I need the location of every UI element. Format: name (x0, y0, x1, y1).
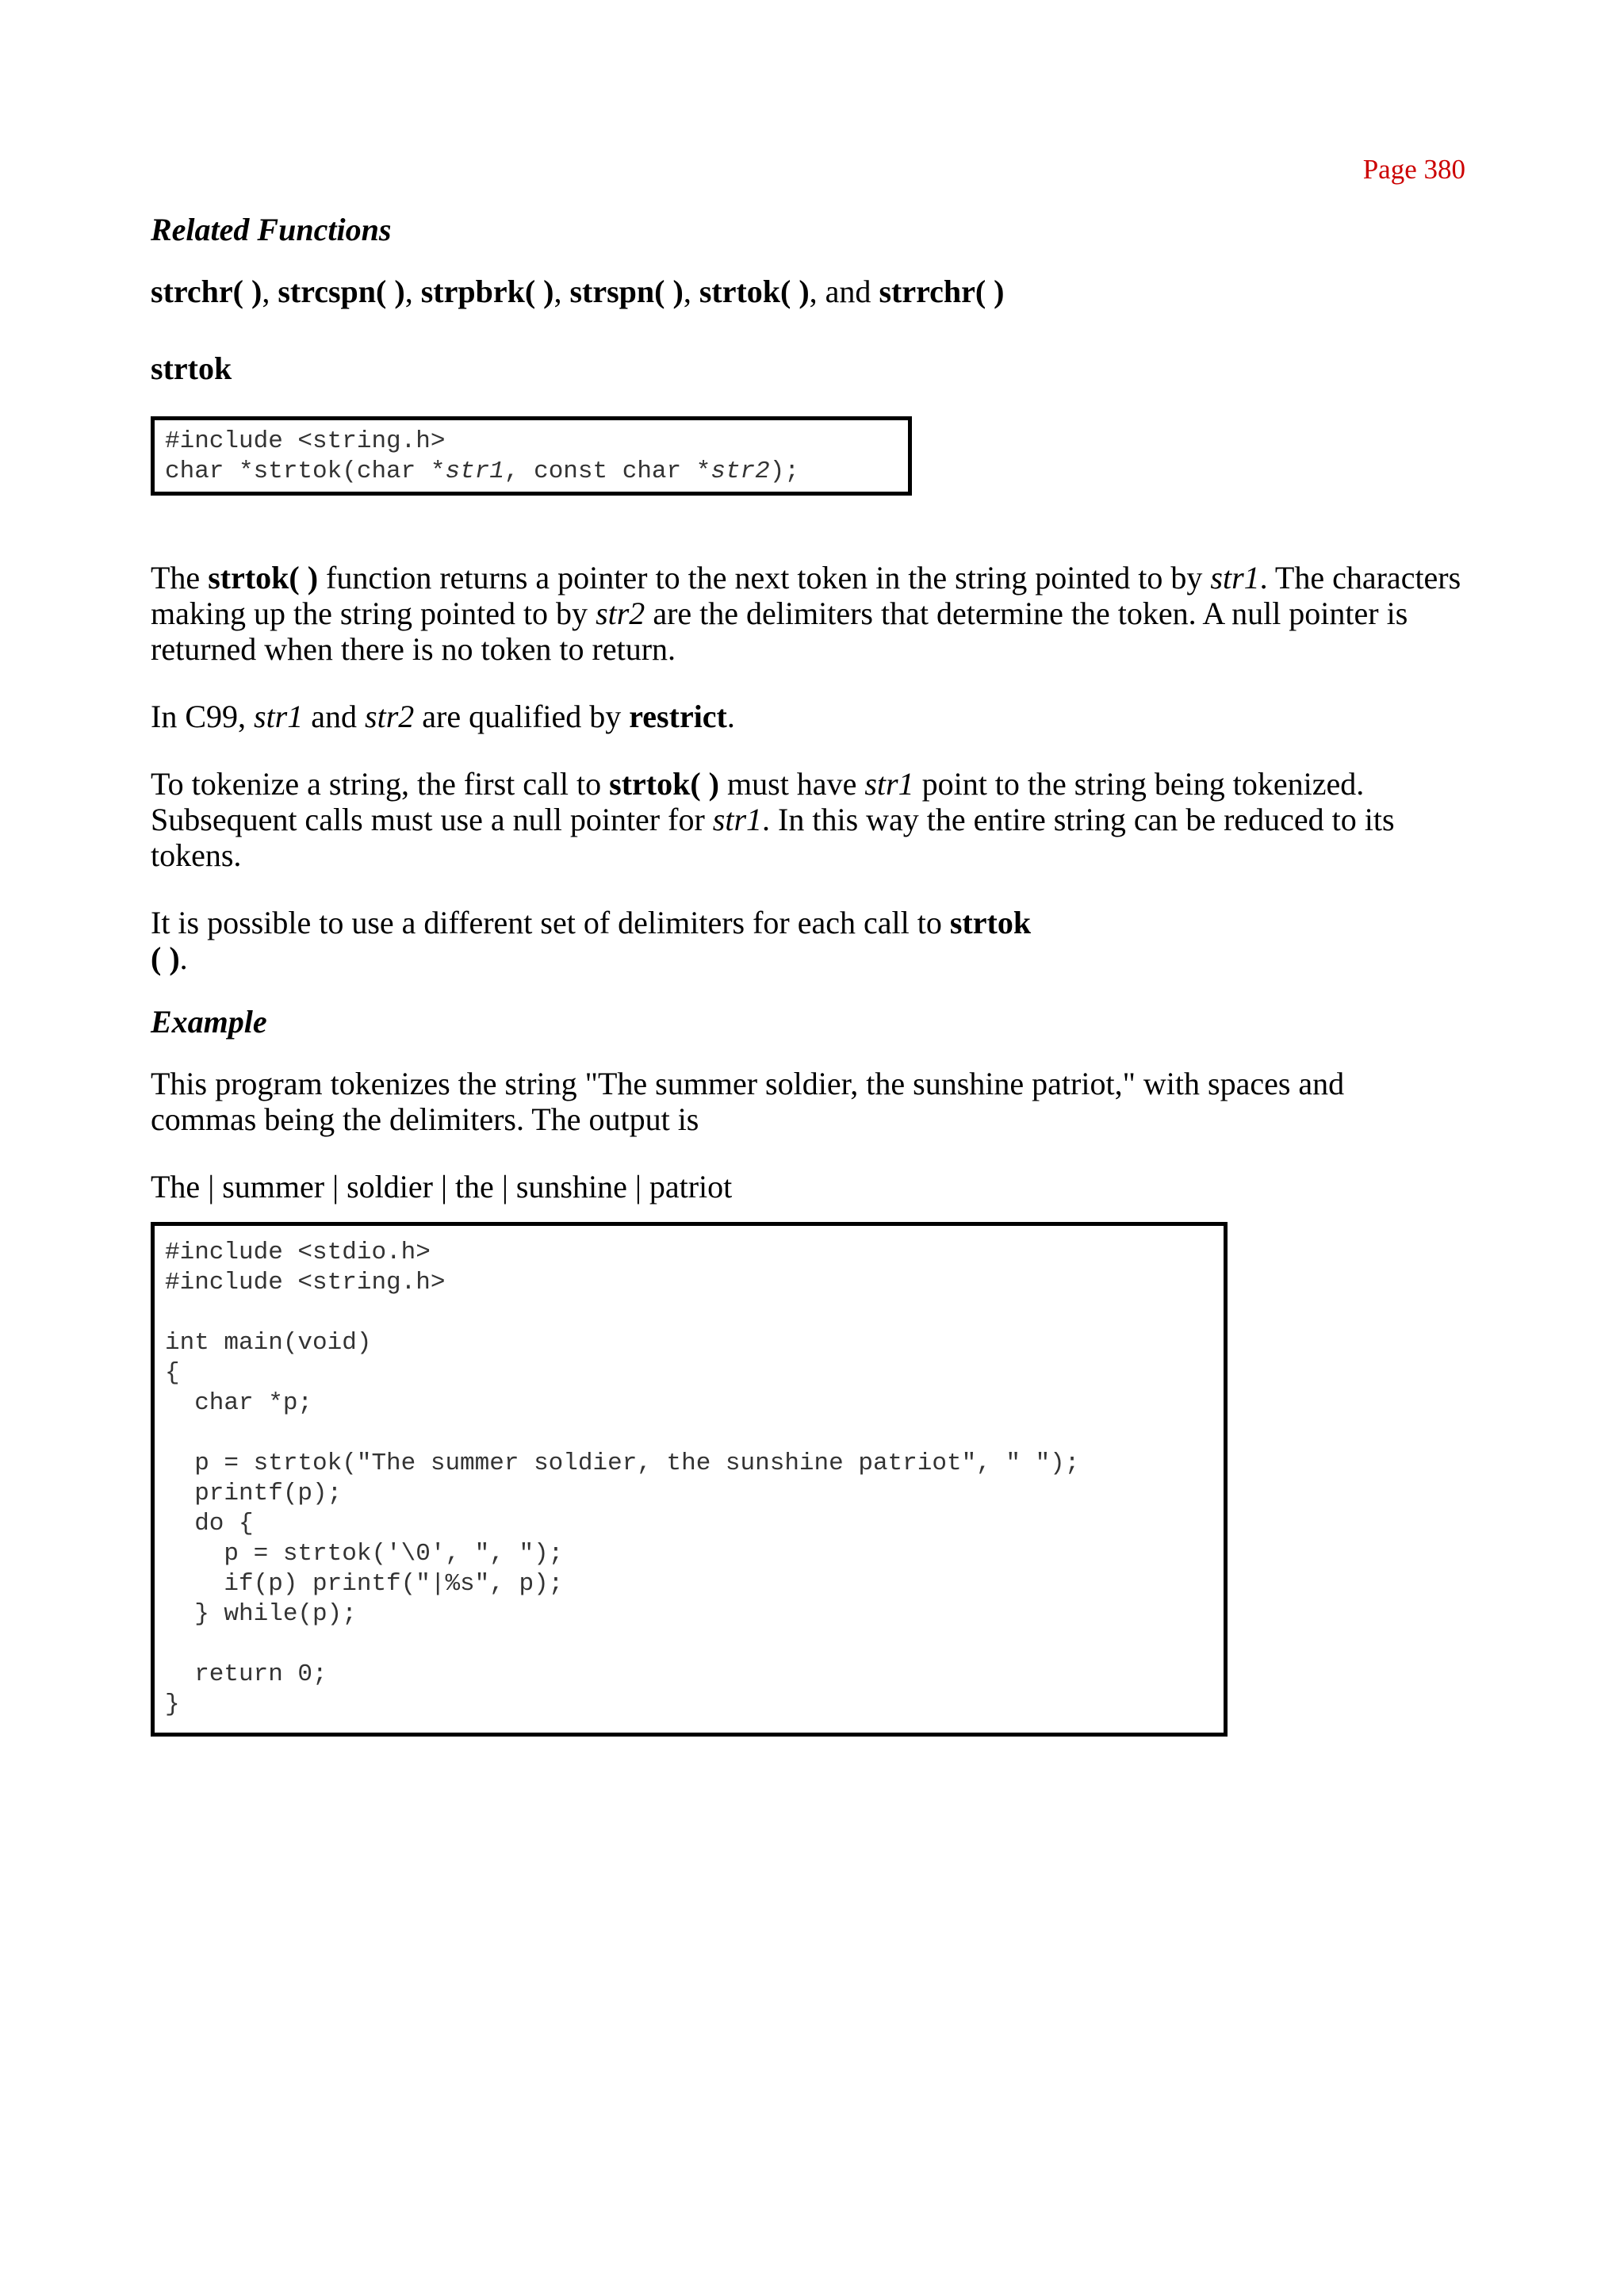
text: point to the string being tokenized. Subsequent calls must use a null pointer for (151, 766, 1365, 837)
text: must have (719, 766, 865, 802)
related-function-strchr: strchr( ) (151, 274, 262, 309)
param-ref: str2 (596, 596, 645, 631)
param-ref: str1 (864, 766, 914, 802)
list-separator: , (404, 274, 421, 309)
description-paragraph-1 (151, 560, 1467, 667)
list-separator: , (683, 274, 699, 309)
function-ref: strtok( ) (208, 560, 319, 596)
description-paragraph-2 (151, 699, 1467, 734)
related-functions-list (151, 272, 1467, 312)
description-paragraph-3 (151, 766, 1467, 873)
text: are the delimiters that determine the token. A null pointer is returned when there is no token to return. (151, 596, 1408, 667)
list-separator: , and (809, 274, 879, 309)
example-heading: Example (151, 1004, 267, 1040)
param-ref: str1 (712, 802, 763, 837)
text: In C99, (151, 699, 254, 734)
param-ref: str2 (365, 699, 415, 734)
text: . (179, 940, 188, 976)
list-separator: , (553, 274, 570, 309)
text: . The characters making up the string pointed to by (151, 560, 1461, 631)
related-function-strrchr: strrchr( ) (879, 274, 1005, 309)
text: are qualified by (414, 699, 630, 734)
document-body (151, 210, 1467, 1737)
text: function returns a pointer to the next token in the string pointed to by (318, 560, 1211, 596)
text: . (726, 699, 735, 734)
text: To tokenize a string, the first call to (151, 766, 610, 802)
text: It is possible to use a different set of delimiters for each call to (151, 905, 950, 940)
related-function-strspn: strspn( ) (569, 274, 684, 309)
text: The (151, 560, 209, 596)
prototype-text: ); (769, 458, 799, 485)
text: and (303, 699, 366, 734)
function-prototype-box (151, 416, 912, 496)
prototype-text: , const char * (504, 458, 711, 485)
example-intro: This program tokenizes the string "The summer soldier, the sunshine patriot," with spaces and commas being the delimiters. The output is (151, 1066, 1345, 1137)
prototype-line-1: #include <string.h> (165, 427, 446, 455)
page-number: Page 380 (1362, 154, 1465, 185)
related-function-strcspn: strcspn( ) (278, 274, 405, 309)
function-name-heading: strtok (151, 350, 232, 386)
related-functions-heading: Related Functions (151, 212, 392, 247)
related-function-strtok: strtok( ) (699, 274, 810, 309)
example-code-block: #include <stdio.h> #include <string.h> int main(void) { char *p; p = strtok("The summer soldier, the sunshine patriot", " "); printf(p); do { p = strtok('\0', ", "); if(p) printf("|%s", p); } while(p); return 0; } (151, 1222, 1228, 1737)
param-ref: str1 (1210, 560, 1260, 596)
function-ref: strtok( ) (609, 766, 720, 802)
param-str2: str2 (710, 458, 770, 485)
prototype-text: char *strtok(char * (165, 458, 446, 485)
function-ref: strtok (949, 905, 1032, 940)
description-paragraph-4 (151, 905, 1078, 976)
related-function-strpbrk: strpbrk( ) (420, 274, 554, 309)
text: . In this way the entire string can be reduced to its tokens. (151, 802, 1395, 873)
function-ref-parens: ( ) (151, 940, 180, 976)
keyword-restrict: restrict (629, 699, 727, 734)
example-output: The | summer | soldier | the | sunshine | patriot (151, 1169, 733, 1204)
list-separator: , (262, 274, 278, 309)
param-ref: str1 (254, 699, 304, 734)
param-str1: str1 (445, 458, 504, 485)
prototype-line-2 (165, 458, 799, 485)
